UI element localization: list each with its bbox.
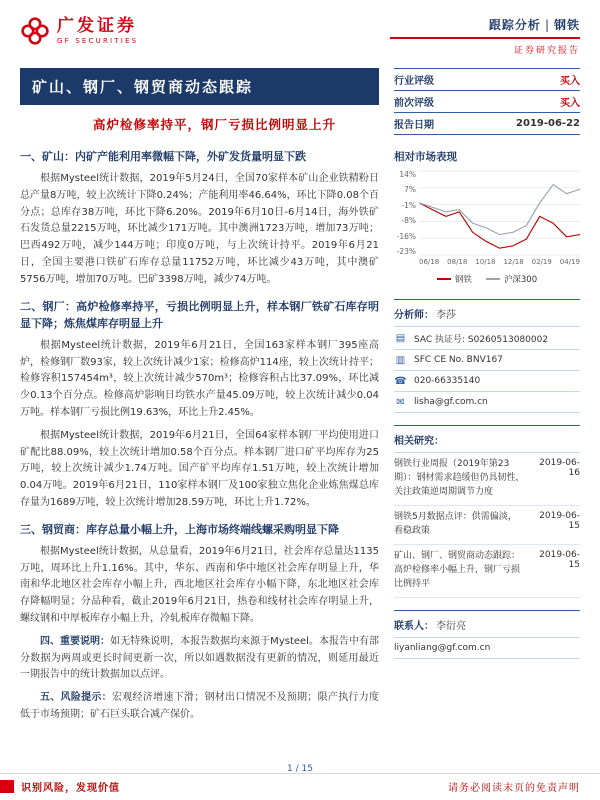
analyst-contact-row bbox=[394, 327, 580, 350]
sfc-license-icon: ▥ bbox=[395, 354, 406, 366]
related-research-item[interactable] bbox=[394, 453, 580, 506]
section-paragraph: 四、重要说明：如无特殊说明，本报告数据均来源于Mysteel。本报告中有部分数据为两周或更长时间更新一次，所以如遇数据没有更新的情况，则延用最近一期报告中的统计数据加以点评。 bbox=[20, 635, 380, 681]
header-meta bbox=[390, 16, 580, 56]
legend-item bbox=[437, 273, 472, 285]
report-section bbox=[20, 634, 379, 684]
report-subtitle: 高炉检修率持平，钢厂亏损比例明显上升 bbox=[92, 117, 336, 132]
performance-chart bbox=[394, 170, 580, 256]
analyst-contact-text: SFC CE No. BNV167 bbox=[414, 355, 503, 365]
related-research-label: 相关研究： bbox=[394, 436, 444, 447]
analyst-name: 李莎 bbox=[436, 310, 456, 321]
report-type-label: 证券研究报告 bbox=[513, 46, 580, 56]
report-category bbox=[390, 16, 580, 39]
x-tick-label: 12/18 bbox=[503, 258, 524, 266]
report-section bbox=[20, 298, 379, 512]
contact-line bbox=[394, 610, 580, 638]
footer-disclaimer: 请务必阅读末页的免责声明 bbox=[448, 783, 580, 794]
x-tick-label: 08/18 bbox=[447, 258, 468, 266]
section-paragraph: 根据Mysteel统计数据，从总量看，2019年6月21日，社会库存总量达1135万吨，周环比上升1.16%。其中，华东、西南和华中地区社会库存明显上升，华南和华北地区社会库存小幅上升，西北地区社会库存小幅下降，东北地区社会库存降幅明显；分品种看，截止2019年6月21日，热卷和线材社会库存明显上升，螺纹钢和中厚板库存小幅上升，冷轧板库存微幅下降。 bbox=[20, 545, 379, 624]
section-heading: 一、矿山：内矿产能利用率微幅下降，外矿发货量明显下跌 bbox=[20, 150, 306, 163]
related-research-list bbox=[394, 453, 580, 598]
section-heading: 三、钢贸商：库存总量小幅上升，上海市场终端线螺采购明显下降 bbox=[20, 522, 339, 536]
section-heading-inline: 四、重要说明： bbox=[40, 635, 111, 647]
y-tick-label: -1% bbox=[401, 200, 416, 210]
y-tick-label: -8% bbox=[401, 216, 416, 226]
page-number: 1 / 15 bbox=[287, 764, 313, 774]
section-paragraph: 根据Mysteel统计数据，2019年6月21日，全国163家样本钢厂395座高炉，检修钢厂数93家，较上次统计减少1家；检修高炉114座，较上次统计持平；检修容积157454m³，较上次统计减少570m³；检修容积占比37.09%，环比减少0.13个百分点。检修高炉影响日均铁水产量45.09万吨，较上次统计减少0.04万吨。样本钢厂亏损比例19.63%，环比上升2.45%。 bbox=[20, 339, 379, 418]
sector-label: 钢铁 bbox=[553, 18, 580, 32]
rating-row bbox=[394, 91, 580, 113]
contact-label: 联系人： bbox=[394, 620, 434, 632]
legend-item bbox=[486, 273, 537, 285]
sidebar bbox=[394, 68, 580, 730]
rating-row-label: 前次评级 bbox=[394, 98, 434, 109]
legend-label: 沪深300 bbox=[503, 275, 538, 285]
related-research-title[interactable]: 钢铁5月数据点评：供需偏淡，看稳政策 bbox=[394, 511, 517, 536]
report-section bbox=[20, 521, 379, 628]
analyst-contact-text: lisha@gf.com.cn bbox=[414, 397, 488, 407]
category-divider: | bbox=[544, 18, 550, 32]
rating-row bbox=[394, 113, 580, 135]
related-research-header bbox=[394, 425, 580, 453]
gf-logo bbox=[20, 16, 138, 46]
analyst-contact-row bbox=[394, 371, 580, 392]
y-tick-label: 14% bbox=[399, 170, 416, 179]
legend-swatch bbox=[486, 278, 500, 280]
report-sections bbox=[20, 148, 379, 724]
section-paragraph: 根据Mysteel统计数据，2019年6月21日，全国64家样本钢厂平均使用进口矿配比88.09%，较上次统计增加0.58个百分点。样本钢厂进口矿平均库存为25万吨，较上次统计减少1.74万吨。国产矿平均库存1.51万吨，较上次统计增加0.04万吨。2019年6月21日，110家样本钢厂及100家独立焦化企业炼焦煤总库存量为1689万吨，较上次统计增加28.59万吨，环比上升1.72%。 bbox=[20, 429, 379, 508]
page-header bbox=[20, 16, 580, 56]
section-paragraph: 五、风险提示：宏观经济增速下滑；钢材出口情况不及预期；限产执行力度低于市场预期；矿石巨头联合减产保价。 bbox=[20, 692, 379, 720]
y-tick-label: -23% bbox=[396, 246, 416, 256]
chart-x-axis bbox=[419, 258, 580, 266]
section-heading: 二、钢厂：高炉检修率持平，亏损比例明显上升，样本钢厂铁矿石库存明显下降；炼焦煤库存明显上升 bbox=[20, 299, 379, 330]
logo-name-en: GF SECURITIES bbox=[57, 37, 139, 46]
related-research-date: 2019-06-15 bbox=[539, 510, 580, 531]
contact-name: 李衍亮 bbox=[436, 620, 466, 632]
phone-icon: ☎ bbox=[394, 375, 407, 387]
content-area bbox=[20, 68, 580, 730]
analyst-contact-text: 020-66335140 bbox=[414, 376, 481, 386]
report-title: 矿山、钢厂、钢贸商动态跟踪 bbox=[20, 68, 379, 105]
gf-flower-icon bbox=[20, 16, 50, 46]
category-label: 跟踪分析 bbox=[488, 18, 541, 32]
report-section bbox=[20, 690, 379, 724]
related-research-title[interactable]: 矿山、钢厂、钢贸商动态跟踪：高炉检修率小幅上升，钢厂亏损比例持平 bbox=[394, 550, 521, 589]
x-tick-label: 06/18 bbox=[419, 258, 440, 266]
chart-title: 相对市场表现 bbox=[394, 151, 457, 163]
rating-table bbox=[394, 68, 580, 135]
y-tick-label: 7% bbox=[404, 185, 416, 195]
mail-icon: ✉ bbox=[396, 396, 405, 408]
rating-row-value: 买入 bbox=[560, 98, 580, 109]
rating-row-value: 买入 bbox=[560, 76, 580, 87]
related-research-item[interactable] bbox=[394, 545, 580, 598]
page-footer bbox=[0, 773, 600, 794]
sac-license-icon: ▤ bbox=[395, 332, 406, 344]
analyst-contact-text: SAC 执证号: S0260513080002 bbox=[414, 334, 549, 345]
logo-text bbox=[57, 17, 138, 46]
legend-swatch bbox=[437, 278, 451, 280]
analyst-contact-row bbox=[394, 392, 580, 413]
section-paragraph: 根据Mysteel统计数据，2019年5月24日，全国70家样本矿山企业铁精粉日总产量8万吨，较上次统计下降0.24%；产能利用率46.64%，环比下降0.08个百分点；总库存38万吨，环比下降6.20%。2019年6月10日-6月14日，海外铁矿石发货总量2215万吨，环比减少171万吨。其中澳洲1723万吨，增加73万吨；巴西492万吨，减少144万吨；印度0万吨，与上次统计持平。2019年6月21日，全国主要港口铁矿石库存总量11752万吨，环比减少43万吨，其中澳矿5756万吨，增加70万吨。巴矿3398万吨，减少74万吨。 bbox=[20, 173, 379, 285]
chart-y-axis bbox=[394, 170, 416, 256]
x-tick-label: 04/19 bbox=[559, 258, 580, 266]
report-section bbox=[20, 148, 379, 289]
contact-email[interactable]: liyanliang@gf.com.cn bbox=[394, 638, 580, 659]
rating-row bbox=[394, 69, 580, 91]
footer-slogan-text: 识别风险，发现价值 bbox=[21, 783, 120, 794]
analyst-contact-rows bbox=[394, 327, 580, 413]
section-heading-inline: 五、风险提示： bbox=[40, 692, 112, 704]
legend-label: 钢铁 bbox=[454, 275, 472, 285]
x-tick-label: 02/19 bbox=[531, 258, 552, 266]
related-research-item[interactable] bbox=[394, 506, 580, 545]
main-column bbox=[20, 68, 379, 730]
related-research-date: 2019-06-15 bbox=[539, 549, 580, 570]
rating-row-value: 2019-06-22 bbox=[516, 118, 580, 129]
analyst-contact-row bbox=[394, 350, 580, 371]
footer-slogan bbox=[0, 779, 120, 794]
related-research-date: 2019-06-16 bbox=[539, 458, 580, 478]
chart-legend bbox=[394, 273, 580, 285]
footer-accent-block bbox=[0, 780, 14, 793]
performance-chart-svg bbox=[419, 170, 580, 256]
y-tick-label: -16% bbox=[396, 231, 416, 241]
logo-name-cn: 广发证券 bbox=[57, 15, 137, 36]
analyst-line bbox=[394, 299, 580, 327]
rating-row-label: 报告日期 bbox=[394, 120, 434, 131]
related-research-title[interactable]: 钢铁行业周报（2019年第23期）：钢材需求趋缓但仍具韧性，关注政策逆周期调节力度 bbox=[394, 459, 525, 497]
x-tick-label: 10/18 bbox=[475, 258, 496, 266]
analyst-label: 分析师： bbox=[394, 310, 434, 321]
rating-row-label: 行业评级 bbox=[394, 76, 434, 87]
